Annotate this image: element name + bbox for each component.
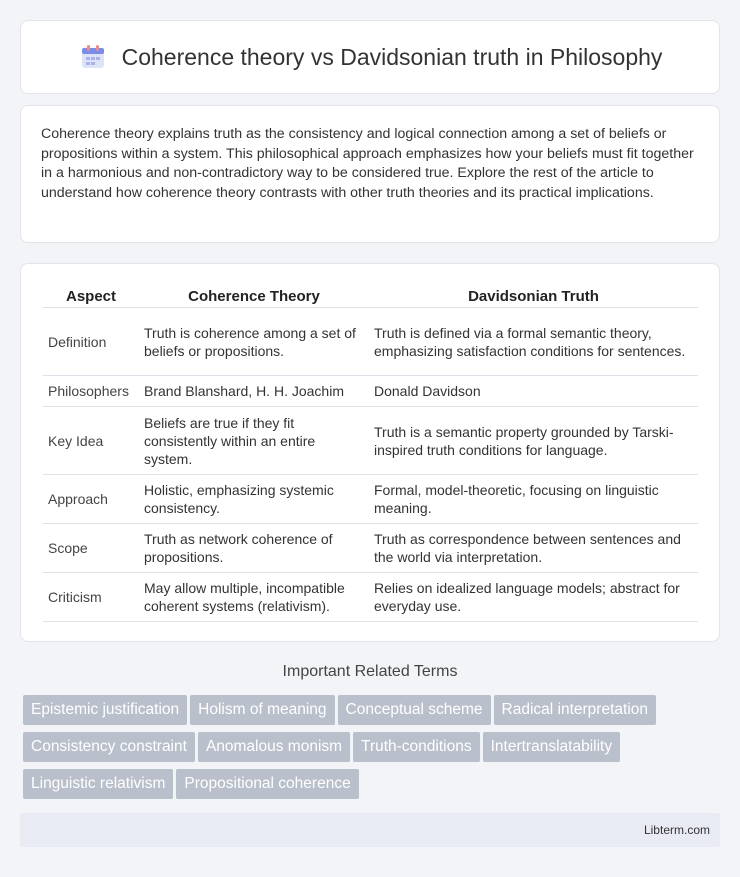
related-terms-heading: Important Related Terms xyxy=(282,663,458,680)
coherence-cell: May allow multiple, incompatible coherent systems (relativism). xyxy=(139,573,369,622)
coherence-cell: Truth is coherence among a set of beliefs or propositions. xyxy=(139,308,369,376)
davidsonian-cell: Truth is defined via a formal semantic theory, emphasizing satisfaction conditions for sentences. xyxy=(369,308,698,376)
footer xyxy=(20,813,720,847)
coherence-cell: Brand Blanshard, H. H. Joachim xyxy=(139,376,369,407)
column-header-coherence: Coherence Theory xyxy=(139,282,369,308)
aspect-cell: Key Idea xyxy=(43,407,139,475)
davidsonian-cell: Truth is a semantic property grounded by Tarski-inspired truth conditions for language. xyxy=(369,407,698,475)
comparison-table xyxy=(43,282,698,622)
related-term-tag[interactable]: Consistency constraint xyxy=(23,732,195,762)
related-term-tag[interactable]: Propositional coherence xyxy=(176,769,358,799)
aspect-cell: Scope xyxy=(43,524,139,573)
aspect-cell: Criticism xyxy=(43,573,139,622)
column-header-aspect: Aspect xyxy=(43,282,139,308)
calendar-icon xyxy=(78,42,108,72)
table-row xyxy=(43,475,698,524)
table-row xyxy=(43,573,698,622)
coherence-cell: Beliefs are true if they fit consistently within an entire system. xyxy=(139,407,369,475)
davidsonian-cell: Relies on idealized language models; abstract for everyday use. xyxy=(369,573,698,622)
header-card xyxy=(20,20,720,94)
related-term-tag[interactable]: Intertranslatability xyxy=(483,732,620,762)
aspect-cell: Philosophers xyxy=(43,376,139,407)
related-term-tag[interactable]: Truth-conditions xyxy=(353,732,480,762)
related-term-tag[interactable]: Anomalous monism xyxy=(198,732,350,762)
davidsonian-cell: Truth as correspondence between sentences and the world via interpretation. xyxy=(369,524,698,573)
aspect-cell: Approach xyxy=(43,475,139,524)
related-term-tag[interactable]: Linguistic relativism xyxy=(23,769,173,799)
coherence-cell: Truth as network coherence of propositions. xyxy=(139,524,369,573)
related-term-tag[interactable]: Conceptual scheme xyxy=(338,695,491,725)
table-row xyxy=(43,376,698,407)
davidsonian-cell: Formal, model-theoretic, focusing on linguistic meaning. xyxy=(369,475,698,524)
coherence-cell: Holistic, emphasizing systemic consistency. xyxy=(139,475,369,524)
table-row xyxy=(43,524,698,573)
related-terms-list xyxy=(23,695,723,806)
table-row xyxy=(43,308,698,376)
page-title: Coherence theory vs Davidsonian truth in Philosophy xyxy=(121,43,663,70)
table-row xyxy=(43,407,698,475)
comparison-card xyxy=(20,263,720,642)
intro-text: Coherence theory explains truth as the consistency and logical connection among a set of beliefs or propositions within a system. This philosophical approach emphasizes how your beliefs must fit together in a harmonious and non-contradictory way to be considered true. Explore the rest of the article to understand how coherence theory contrasts with other truth theories and its practical implications. xyxy=(41,126,694,201)
intro-card xyxy=(20,105,720,243)
related-term-tag[interactable]: Radical interpretation xyxy=(494,695,656,725)
footer-brand-link[interactable]: Libterm.com xyxy=(643,823,710,837)
table-header-row xyxy=(43,282,698,308)
column-header-davidsonian: Davidsonian Truth xyxy=(369,282,698,308)
related-term-tag[interactable]: Holism of meaning xyxy=(190,695,334,725)
related-term-tag[interactable]: Epistemic justification xyxy=(23,695,187,725)
aspect-cell: Definition xyxy=(43,308,139,376)
davidsonian-cell: Donald Davidson xyxy=(369,376,698,407)
